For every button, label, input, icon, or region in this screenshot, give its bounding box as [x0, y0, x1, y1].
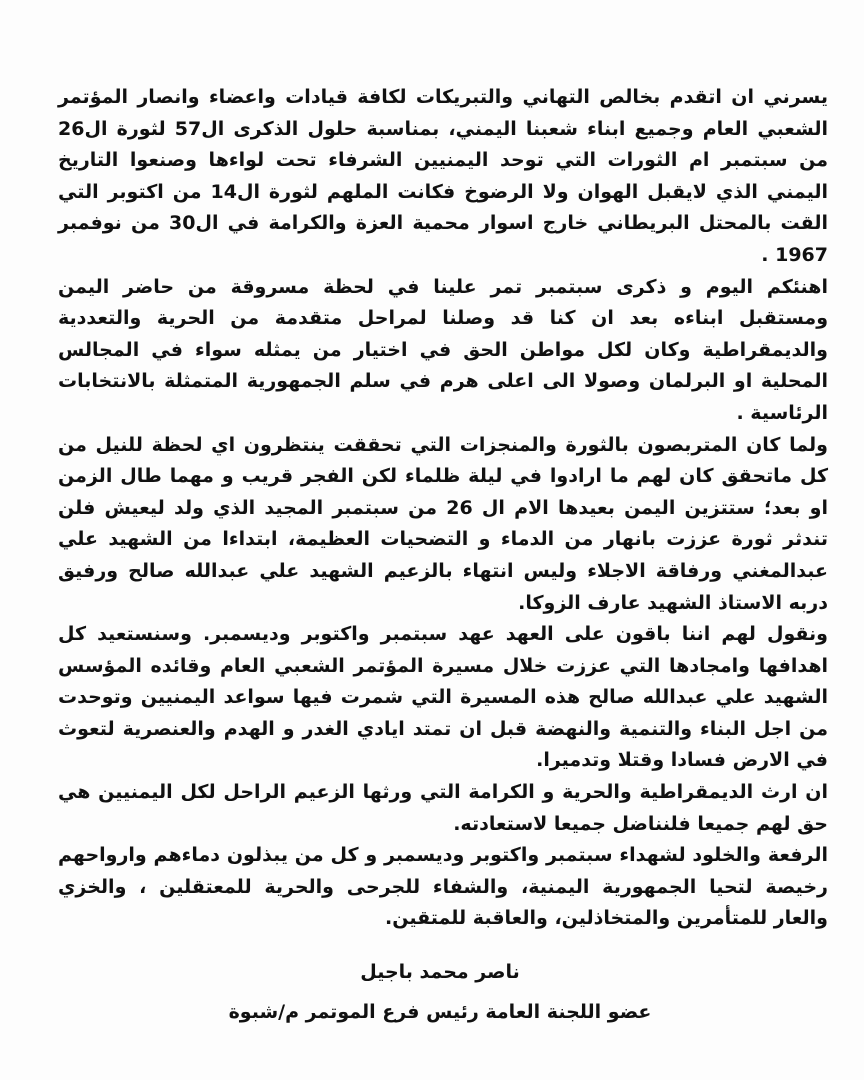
letter-body — [58, 82, 828, 935]
paragraph-pledge: ونقول لهم اننا باقون على العهد عهد سبتمبر واكتوبر وديسمبر. وسنستعيد كل اهدافها وامجادها التي عززت خلال مسيرة المؤتمر الشعبي العام وقائده المؤسس الشهيد علي عبدالله صالح هذه المسيرة التي شمرت فيها سواعد اليمنيين وتوحدت من اجل البناء والتنمية والنهضة قبل ان تمتد ايادي الغدر و الهدم والعنصرية لتعوث في الارض فسادا وقتلا وتدميرا. — [58, 623, 828, 772]
signature-title: عضو اللجنة العامة رئيس فرع الموتمر م/شبوة — [228, 1001, 652, 1023]
paragraph-closing: الرفعة والخلود لشهداء سبتمبر واكتوبر وديسمبر و كل من يبذلون دماءهم وارواحهم رخيصة لتحيا الجمهورية اليمنية، والشفاء للجرحى والحرية للمعتقلين ، والخزي والعار للمتأمرين والمتخاذلين، والعاقبة للمتقين. — [58, 844, 828, 930]
paragraph-revolution-defense: ولما كان المتربصون بالثورة والمنجزات التي تحققت ينتظرون اي لحظة للنيل من كل ماتحقق كان لهم ما ارادوا في ليلة ظلماء لكن الفجر قريب و مهما طال الزمن او بعد؛ ستتزين اليمن بعيدها الام ال 26 من سبتمبر المجيد الذي ولد ليعيش فلن تندثر ثورة عززت بانهار من الدماء و التضحيات العظيمة، ابتداءا من الشهيد علي عبدالمغني ورفاقة الاجلاء وليس انتهاء بالزعيم الشهيد علي عبدالله صالح ورفيق دربه الاستاذ الشهيد عارف الزوكا. — [58, 433, 829, 614]
paragraph-september-memory: اهنئكم اليوم و ذكرى سبتمبر تمر علينا في لحظة مسروقة من حاضر اليمن ومستقبل ابناءه بعد ان كنا قد وصلنا لمراحل متقدمة من الحرية والتعددية والديمقراطية وكان لكل مواطن الحق في اختيار من يمثله سواء في المجالس المحلية او البرلمان وصولا الى اعلى هرم في سلم الجمهورية المتمثلة بالانتخابات الرئاسية . — [58, 275, 828, 424]
signature-name: ناصر محمد باجيل — [360, 961, 520, 983]
signature-block — [140, 952, 740, 1032]
paragraph-congratulations: يسرني ان اتقدم بخالص التهاني والتبريكات لكافة قيادات واعضاء وانصار المؤتمر الشعبي العام وجميع ابناء شعبنا اليمني، بمناسبة حلول الذكرى ال57 لثورة ال26 من سبتمبر ام الثورات التي توحد اليمنيين الشرفاء تحت لواءها وصنعوا التاريخ اليمني الذي لايقبل الهوان ولا الرضوخ فكانت الملهم لثورة ال14 من اكتوبر التي القت بالمحتل البريطاني خارج اسوار محمية العزة والكرامة في ال30 من نوفمبر 1967 . — [58, 86, 828, 266]
paragraph-legacy: ان ارث الديمقراطية والحرية و الكرامة التي ورثها الزعيم الراحل لكل اليمنيين هي حق لهم جميعا فلنناضل جميعا لاستعادته. — [58, 781, 828, 835]
